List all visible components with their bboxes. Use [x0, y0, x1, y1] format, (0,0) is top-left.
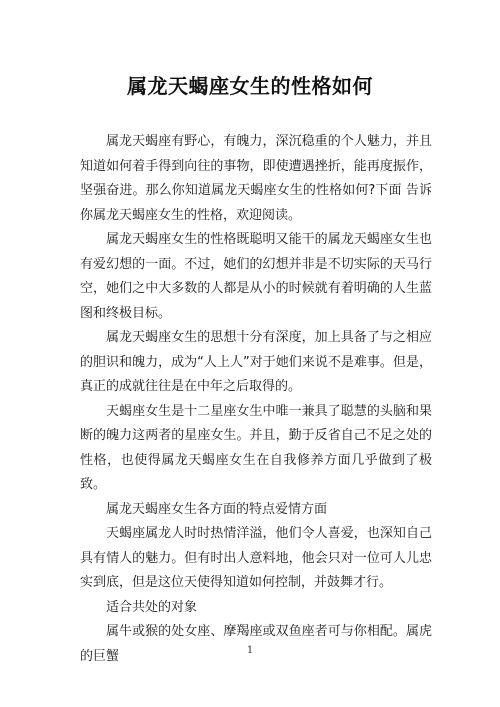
section-heading: 属龙天蝎座女生各方面的特点爱情方面	[106, 501, 328, 517]
section-heading: 适合共处的对象	[106, 599, 198, 615]
paragraph: 天蝎座女生是十二星座女生中唯一兼具了聪慧的头脑和果断的魄力这两者的星座女生。并且，勤于反省自己不足之处的性格，也使得属龙天蝎座女生在自我修养方面几乎做到了极致。	[80, 403, 432, 492]
paragraph: 属龙天蝎座女生的思想十分有深度，加上具备了与之相应的胆识和魄力，成为“人上人”对于她们来说不是难事。但是，真正的成就往往是在中年之后取得的。	[80, 330, 432, 394]
paragraph: 天蝎座属龙人时时热情洋溢，他们令人喜爱，也深知自己具有情人的魅力。但有时出人意料地，他会只对一位可人儿忠实到底，但是这位天使得知道如何控制，并鼓舞才行。	[80, 526, 432, 590]
page-number: 1	[246, 645, 254, 656]
document-body	[80, 130, 432, 669]
paragraph: 属龙天蝎座女生的性格既聪明又能干的属龙天蝎座女生也有爱幻想的一面。不过，她们的幻想并非是不切实际的天马行空，她们之中大多数的人都是从小的时候就有着明确的人生蓝图和终极目标。	[80, 232, 432, 321]
paragraph: 属龙天蝎座有野心，有魄力，深沉稳重的个人魅力，并且知道如何着手得到向往的事物，即使遭遇挫折，能再度振作，坚强奋进。那么你知道属龙天蝎座女生的性格如何?下面 告诉你属龙天蝎座女生的性格，欢迎阅读。	[80, 134, 432, 223]
paragraph: 属牛或猴的处女座、摩羯座或双鱼座者可与你相配。属虎的巨蟹	[80, 624, 432, 664]
document-title: 属龙天蝎座女生的性格如何	[127, 74, 373, 98]
